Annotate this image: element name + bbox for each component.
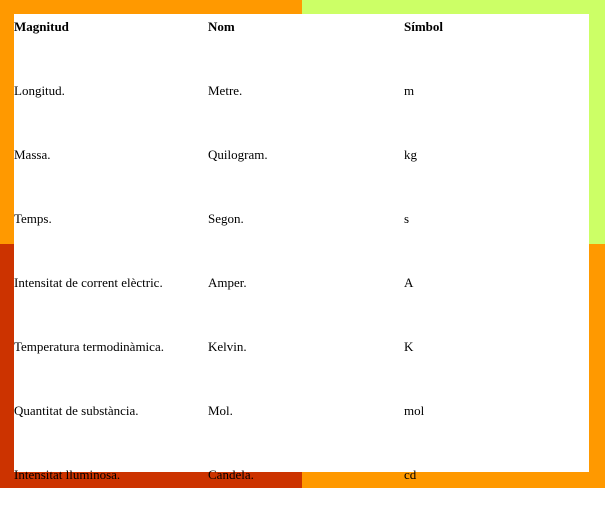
cell-magnitud: Quantitat de substància. xyxy=(14,403,139,418)
table-header-row xyxy=(14,14,589,78)
cell-simbol: K xyxy=(404,339,414,354)
header-nom: Nom xyxy=(208,19,235,34)
cell-nom: Segon. xyxy=(208,211,244,226)
cell-simbol: A xyxy=(404,275,414,290)
cell-nom: Amper. xyxy=(208,275,247,290)
cell-nom: Metre. xyxy=(208,83,243,98)
table-row xyxy=(14,462,589,526)
table-row xyxy=(14,398,589,462)
table-row xyxy=(14,142,589,206)
cell-simbol: mol xyxy=(404,403,425,418)
cell-magnitud: Longitud. xyxy=(14,83,65,98)
cell-simbol: s xyxy=(404,211,410,226)
header-simbol: Símbol xyxy=(404,19,444,34)
table-row xyxy=(14,334,589,398)
cell-nom: Quilogram. xyxy=(208,147,268,162)
cell-simbol: kg xyxy=(404,147,417,162)
header-magnitud: Magnitud xyxy=(14,19,69,34)
table-row xyxy=(14,270,589,334)
cell-nom: Kelvin. xyxy=(208,339,247,354)
cell-magnitud: Intensitat lluminosa. xyxy=(14,467,121,482)
cell-magnitud: Temps. xyxy=(14,211,52,226)
cell-nom: Candela. xyxy=(208,467,254,482)
table-row xyxy=(14,78,589,142)
si-units-table xyxy=(14,14,589,526)
table-row xyxy=(14,206,589,270)
cell-magnitud: Temperatura termodinàmica. xyxy=(14,339,164,354)
content-panel xyxy=(14,14,589,482)
cell-simbol: m xyxy=(404,83,415,98)
cell-nom: Mol. xyxy=(208,403,233,418)
cell-magnitud: Massa. xyxy=(14,147,51,162)
cell-simbol: cd xyxy=(404,467,417,482)
cell-magnitud: Intensitat de corrent elèctric. xyxy=(14,275,163,290)
